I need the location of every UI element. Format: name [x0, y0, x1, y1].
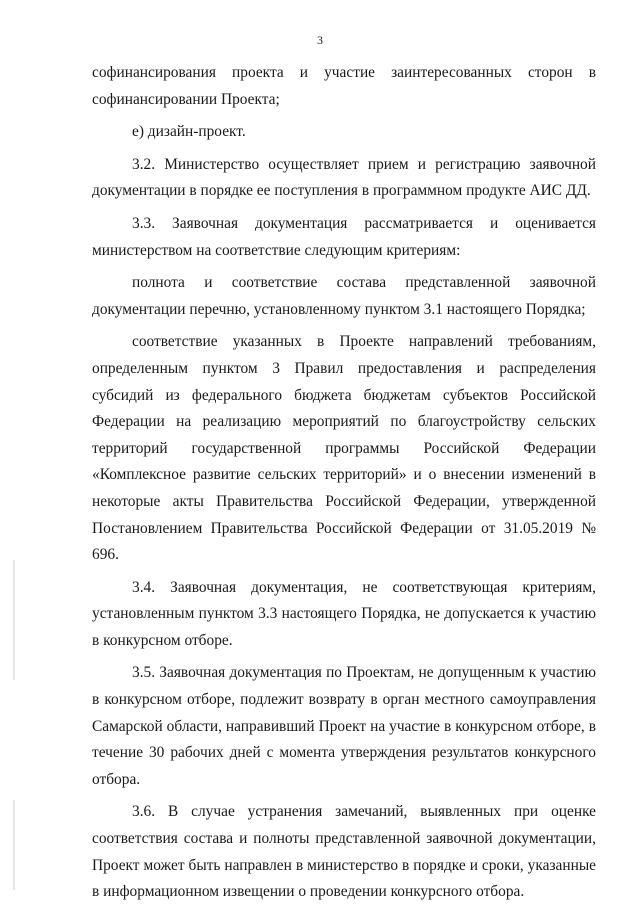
scan-edge-mark — [13, 560, 15, 680]
paragraph-design-project: е) дизайн-проект. — [132, 123, 246, 141]
paragraph-cofinancing-continuation: софинансирования проекта и участие заинтересованных сторон в софинансировании Проекта; — [92, 64, 596, 108]
document-body — [92, 60, 596, 912]
scan-edge-mark — [13, 800, 15, 890]
page-number: 3 — [317, 33, 323, 47]
paragraph-3-5: 3.5. Заявочная документация по Проектам, не допущенным к участию в конкурсном отборе, подлежит возврату в орган местного самоуправления Самарской области, направивший Проект на участие в конкурсном отборе, в течение 30 рабочих дней с момента утверждения результатов конкурсного отбора. — [92, 664, 596, 788]
paragraph-3-2: 3.2. Министерство осуществляет прием и регистрацию заявочной документации в порядке ее поступления в программном продукте АИС ДД. — [92, 155, 596, 200]
paragraph-3-4: 3.4. Заявочная документация, не соответствующая критериям, установленным пунктом 3.3 настоящего Порядка, не допускается к участию в конкурсном отборе. — [92, 578, 596, 649]
paragraph-3-6: 3.6. В случае устранения замечаний, выявленных при оценке соответствия состава и полноты представленной заявочной документации, Проект может быть направлен в министерство в порядке и сроки, указанные в информационном извещении о проведении конкурсного отбора. — [92, 803, 596, 901]
paragraph-criterion-completeness: полнота и соответствие состава представленной заявочной документации перечню, установленному пунктом 3.1 настоящего Порядка; — [92, 274, 596, 318]
paragraph-3-3: 3.3. Заявочная документация рассматривается и оценивается министерством на соответствие следующим критериям: — [92, 214, 596, 259]
paragraph-criterion-compliance: соответствие указанных в Проекте направлений требованиям, определенным пунктом 3 Правил предоставления и распределения субсидий из федерального бюджета бюджетам субъектов Российской Федерации на реализацию мероприятий по благоустройству сельских территорий государственной программы Российской Федерации «Комплексное развитие сельских территорий» и о внесении изменений в некоторые акты Правительства Российской Федерации, утвержденной Постановлением Правительства Российской Федерации от 31.05.2019 № 696. — [92, 333, 596, 564]
